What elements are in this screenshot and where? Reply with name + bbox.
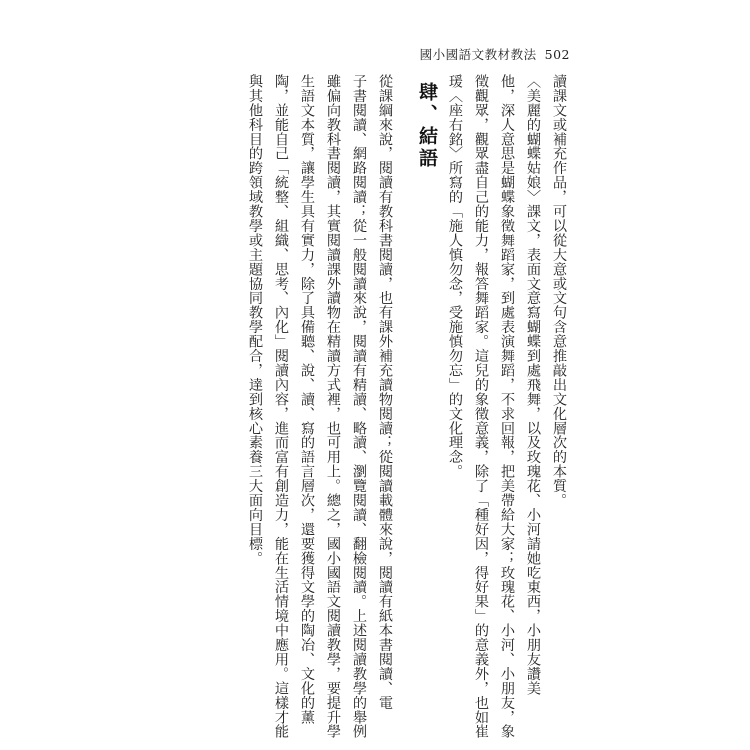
text-column-11: 與其他科目的跨領域教學或主題協同教學配合，達到核心素養三大面向目標。 bbox=[247, 74, 263, 566]
text-column-10: 陶，並能自己「統整、組織、思考、內化」閱讀內容，進而富有創造力，能在生活情境中應用。這樣才能 bbox=[273, 74, 289, 739]
text-column-3: 他，深人意思是蝴蝶象徵舞蹈家，到處表演舞蹈，不求回報，把美帶給大家；玫瑰花、小河、小朋友，象 bbox=[499, 74, 515, 739]
text-column-6: 從課綱來說，閱讀有教科書閱讀，也有課外補充讀物閱讀；從閱讀載體來說，閱讀有紙本書閱讀、電 bbox=[377, 74, 393, 710]
text-column-2: 〈美麗的蝴蝶姑娘〉課文，表面文意寫蝴蝶到處飛舞，以及玫瑰花、小河請她吃東西，小朋友讚美 bbox=[525, 74, 541, 696]
text-column-9: 生語文本質，讓學生具有實力，除了具備聽、說、讀、寫的語言層次，還要獲得文學的陶冶、文化的薰 bbox=[299, 74, 315, 725]
section-heading: 肆、結語 bbox=[416, 82, 438, 170]
text-column-8: 雖偏向教科書閱讀，其實閱讀課外讀物在精讀方式裡，也可用上。總之，國小國語文閱讀教學，要提升學 bbox=[325, 74, 341, 739]
running-header bbox=[420, 45, 570, 63]
text-column-5: 瑗〈座右銘〉所寫的「施人慎勿念，受施慎勿忘」的文化理念。 bbox=[447, 74, 463, 479]
book-title: 國小國語文教材教法 bbox=[419, 47, 537, 62]
text-column-7: 子書閱讀、網路閱讀；從一般閱讀來說，閱讀有精讀、略讀、瀏覽閱讀、翻檢閱讀。上述閱讀教學的舉例 bbox=[351, 74, 367, 739]
page-number: 502 bbox=[544, 47, 570, 62]
text-column-4: 徵觀眾，觀眾盡自己的能力，報答舞蹈家。這兒的象徵意義，除了「種好因，得好果」的意義外，也如崔 bbox=[473, 74, 489, 739]
text-column-1: 讀課文或補充作品，可以從大意或文句含意推敲出文化層次的本質。 bbox=[551, 74, 567, 508]
